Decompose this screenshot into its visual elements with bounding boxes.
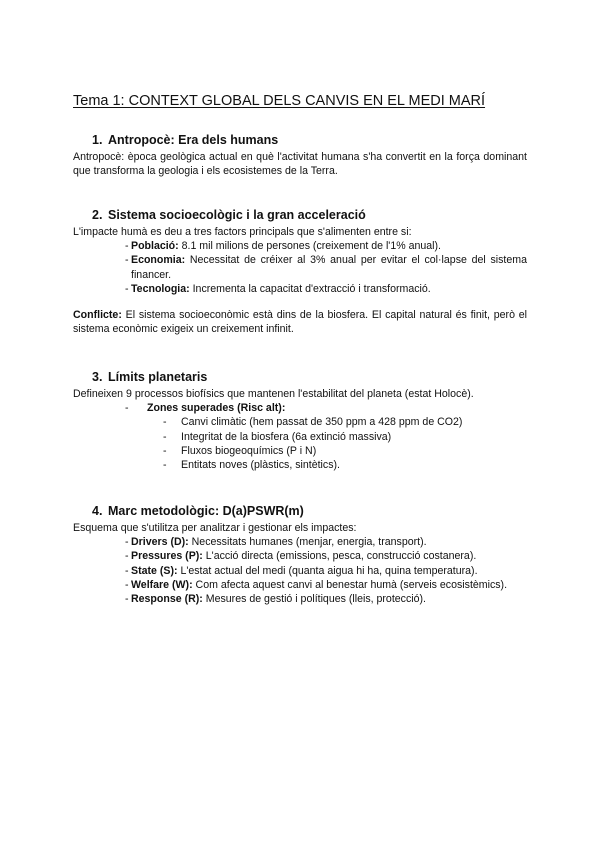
- section-heading: [92, 133, 527, 147]
- dash-bullet: -: [125, 402, 129, 415]
- item-label: Població:: [131, 240, 179, 253]
- sub-list-item: [73, 430, 527, 444]
- conflict-text: El sistema socioeconòmic està dins de la biosfera. El capital natural és finit, però el sistema econòmic exigeix un creixement infinit.: [73, 309, 527, 336]
- section-intro: L'impacte humà es deu a tres factors principals que s'alimenten entre si:: [73, 226, 412, 238]
- framework-list: [73, 535, 527, 606]
- item-text: L'estat actual del medi (quanta aigua hi ha, quina temperatura).: [177, 564, 478, 577]
- section-title: Límits planetaris: [108, 370, 208, 384]
- dash-bullet: -: [125, 282, 129, 295]
- sub-list-item: [73, 444, 527, 458]
- sub-list-item: [73, 415, 527, 429]
- dash-bullet: -: [163, 416, 167, 429]
- item-label: Tecnologia:: [131, 282, 190, 295]
- section-anthropocene: [73, 133, 527, 178]
- dash-bullet: -: [125, 254, 129, 267]
- dash-bullet: -: [125, 564, 129, 577]
- item-text: Fluxos biogeoquímics (P i N): [181, 444, 317, 457]
- dash-bullet: -: [163, 430, 167, 443]
- dash-bullet: -: [125, 240, 129, 253]
- item-text: Integritat de la biosfera (6a extinció massiva): [181, 430, 392, 443]
- section-title: Sistema socioecològic i la gran acceleració: [108, 208, 366, 222]
- section-title: Marc metodològic: D(a)PSWR(m): [108, 504, 304, 518]
- dash-bullet: -: [125, 536, 129, 549]
- section-number: 1.: [92, 133, 103, 147]
- section-heading: [92, 370, 527, 384]
- section-heading: [92, 504, 527, 518]
- item-text: Com afecta aquest canvi al benestar humà (serveis ecosistèmics).: [192, 578, 508, 591]
- list-item: [73, 282, 527, 296]
- item-text: Entitats noves (plàstics, sintètics).: [181, 459, 340, 472]
- section-intro: Esquema que s'utilitza per analitzar i gestionar els impactes:: [73, 522, 357, 534]
- item-label: State (S):: [131, 564, 178, 577]
- item-text: Mesures de gestió i polítiques (lleis, protecció).: [202, 593, 426, 606]
- item-label: Economia:: [131, 254, 186, 267]
- conflict-label: Conflicte:: [73, 309, 122, 322]
- list-item: [73, 578, 527, 592]
- section-heading: [92, 208, 527, 222]
- group-label: Zones superades (Risc alt):: [147, 402, 286, 415]
- list-item: [73, 564, 527, 578]
- list-item: [73, 253, 527, 281]
- list-item: [73, 239, 527, 253]
- section-paragraph: Antropocè: època geològica actual en què l'activitat humana s'ha convertit en la força dominant que transforma la geologia i els ecosistemes de la Terra.: [73, 151, 527, 178]
- list-item: [73, 549, 527, 563]
- section-methodological-framework: [73, 504, 527, 606]
- dash-bullet: -: [163, 459, 167, 472]
- list-item: [73, 401, 527, 415]
- section-number: 3.: [92, 370, 103, 384]
- item-text: Necessitats humanes (menjar, energia, transport).: [188, 536, 427, 549]
- sub-list-item: [73, 458, 527, 472]
- boundaries-list: [73, 401, 527, 472]
- dash-bullet: -: [163, 444, 167, 457]
- dash-bullet: -: [125, 550, 129, 563]
- section-number: 2.: [92, 208, 103, 222]
- item-text: Incrementa la capacitat d'extracció i transformació.: [189, 282, 431, 295]
- item-label: Pressures (P):: [131, 550, 203, 563]
- section-title: Antropocè: Era dels humans: [108, 133, 279, 147]
- item-label: Drivers (D):: [131, 536, 189, 549]
- section-planetary-boundaries: [73, 370, 527, 472]
- conflict-paragraph: [73, 308, 527, 336]
- item-text: 8.1 mil milions de persones (creixement de l'1% anual).: [178, 240, 441, 253]
- list-item: [73, 535, 527, 549]
- list-item: [73, 592, 527, 606]
- page-title: Tema 1: CONTEXT GLOBAL DELS CANVIS EN EL MEDI MARÍ: [73, 93, 486, 109]
- factor-list: [73, 239, 527, 296]
- item-text: Necessitat de créixer al 3% anual per evitar el col·lapse del sistema financer.: [131, 254, 527, 281]
- item-text: L'acció directa (emissions, pesca, construcció costanera).: [202, 550, 477, 563]
- dash-bullet: -: [125, 593, 129, 606]
- section-number: 4.: [92, 504, 103, 518]
- dash-bullet: -: [125, 578, 129, 591]
- section-socioecological-system: [73, 208, 527, 336]
- item-label: Response (R):: [131, 593, 203, 606]
- item-text: Canvi climàtic (hem passat de 350 ppm a 428 ppm de CO2): [181, 416, 463, 429]
- section-intro: Defineixen 9 processos biofísics que mantenen l'estabilitat del planeta (estat Holocè).: [73, 388, 474, 400]
- item-label: Welfare (W):: [131, 578, 193, 591]
